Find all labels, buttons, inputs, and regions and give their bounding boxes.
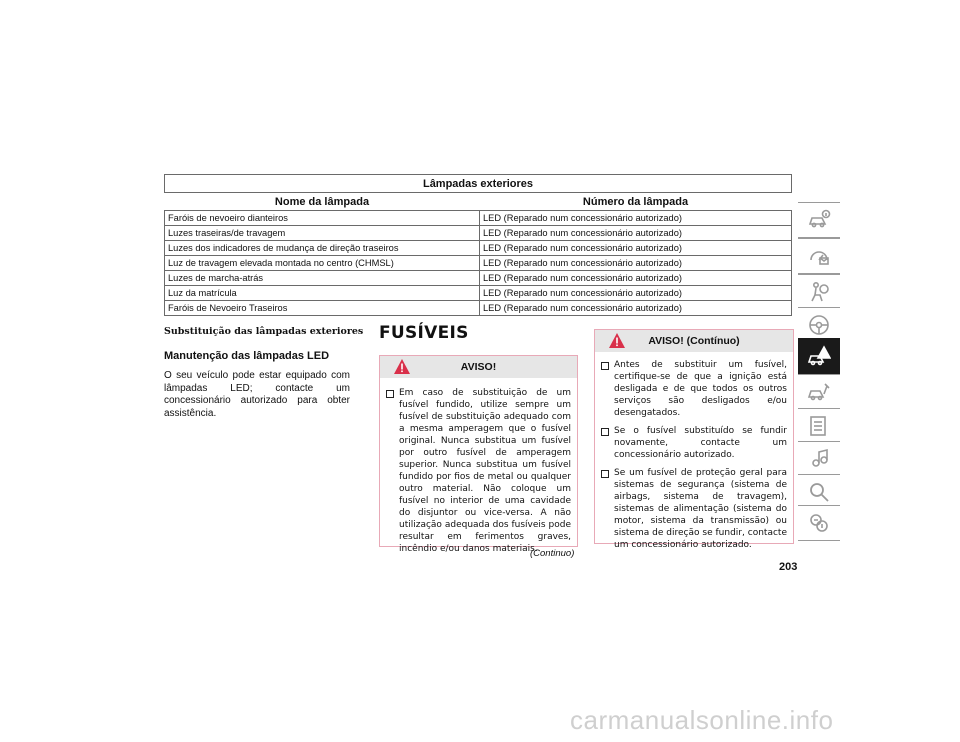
warning-title: AVISO! [460, 361, 497, 373]
bullet-square-icon [601, 428, 609, 436]
warning-triangle-icon [609, 333, 625, 348]
bullet-square-icon [601, 470, 609, 478]
warning-text: Em caso de substituição de um fusível fundido, utilize sempre um fusível de substituição adequado com a mesma amperagem que o fusível original. Nunca substitua um fusível por outro fusível de amperagem superior. Nunca substitua um fusível fundido por fios de metal ou qualquer outro material. Não coloque um fusível no interior de uma cavidade do disjuntor ou vice-versa. A não utilização adequada dos fusíveis pode resultar em ferimentos graves, incêndio e/ou danos materiais. [399, 388, 571, 554]
bulb-number: LED (Reparado num concessionário autorizado) [480, 226, 792, 241]
tab-emergency[interactable] [798, 338, 840, 374]
dashboard-message-icon [807, 244, 831, 268]
airbag-person-icon [807, 280, 831, 304]
bulb-number: LED (Reparado num concessionário autorizado) [480, 271, 792, 286]
tab-specifications[interactable] [798, 408, 840, 444]
table-row [165, 241, 792, 256]
list-item [600, 425, 787, 461]
tab-safety[interactable] [798, 274, 840, 310]
column-header-number: Número da lâmpada [480, 193, 792, 211]
warning-text: Antes de substituir um fusível, certifique-se de que a ignição está desligada e de que todos os outros serviços são desligados e/ou desengatados. [614, 360, 787, 418]
column-header-name: Nome da lâmpada [165, 193, 480, 211]
warning-header [595, 330, 793, 352]
tab-service[interactable] [798, 374, 840, 410]
bulb-name: Luz de travagem elevada montada no centro (CHMSL) [165, 256, 480, 271]
table-row [165, 286, 792, 301]
watermark: carmanualsonline.info [570, 705, 834, 735]
bulb-name: Luz da matrícula [165, 286, 480, 301]
list-item [600, 467, 787, 551]
list-item [600, 359, 787, 419]
warning-header [380, 356, 577, 378]
bulb-number: LED (Reparado num concessionário autorizado) [480, 211, 792, 226]
tab-car-info[interactable] [798, 202, 840, 238]
warning-text: Se o fusível substituído se fundir novamente, contacte um concessionário autorizado. [614, 426, 787, 460]
bulb-name: Faróis de Nevoeiro Traseiros [165, 301, 480, 316]
bulb-number: LED (Reparado num concessionário autorizado) [480, 286, 792, 301]
table-row [165, 301, 792, 316]
bullet-square-icon [601, 362, 609, 370]
steering-wheel-icon [807, 313, 831, 337]
checklist-icon [807, 414, 831, 438]
warning-car-icon [807, 344, 831, 368]
tab-multimedia[interactable] [798, 441, 840, 477]
bulb-name: Faróis de nevoeiro dianteiros [165, 211, 480, 226]
warning-text: Se um fusível de proteção geral para sistemas de segurança (sistema de airbags, sistema de travagem), sistemas de alimentação (sistema do motor, sistema da transmissão) ou sistema de direção se fundir, contacte um concessionário autorizado. [614, 468, 787, 550]
bullet-square-icon [386, 390, 394, 398]
body-paragraph: O seu veículo pode estar equipado com lâmpadas LED; contacte um concessionário autorizado para obter assistência. [164, 370, 350, 419]
bulb-number: LED (Reparado num concessionário autorizado) [480, 301, 792, 316]
warning-box-continued [594, 329, 794, 550]
table-row [165, 211, 792, 226]
exterior-bulbs-table [164, 174, 792, 316]
page-title: FUSÍVEIS [379, 323, 469, 343]
continued-label: (Continuo) [530, 548, 575, 559]
page-number: 203 [779, 561, 798, 573]
warning-list [380, 378, 577, 555]
languages-icon [807, 511, 831, 535]
bulb-name: Luzes dos indicadores de mudança de direção traseiros [165, 241, 480, 256]
list-item [385, 387, 571, 555]
bulb-number: LED (Reparado num concessionário autorizado) [480, 241, 792, 256]
tab-dashboard[interactable] [798, 238, 840, 274]
tab-languages[interactable] [798, 505, 840, 541]
audio-icon [807, 447, 831, 471]
warning-triangle-icon [394, 359, 410, 374]
table-row [165, 271, 792, 286]
bulb-name: Luzes de marcha-atrás [165, 271, 480, 286]
bulb-name: Luzes traseiras/de travagem [165, 226, 480, 241]
section-title: Substituição das lâmpadas exteriores [164, 326, 364, 337]
table-row [165, 226, 792, 241]
table-row [165, 256, 792, 271]
warning-list [595, 352, 793, 551]
subsection-title: Manutenção das lâmpadas LED [164, 350, 330, 362]
search-icon [807, 480, 831, 504]
car-service-icon [807, 380, 831, 404]
car-info-icon [807, 208, 831, 232]
warning-title: AVISO! (Contínuo) [648, 335, 740, 347]
table-title: Lâmpadas exteriores [165, 175, 792, 193]
bulb-number: LED (Reparado num concessionário autorizado) [480, 256, 792, 271]
